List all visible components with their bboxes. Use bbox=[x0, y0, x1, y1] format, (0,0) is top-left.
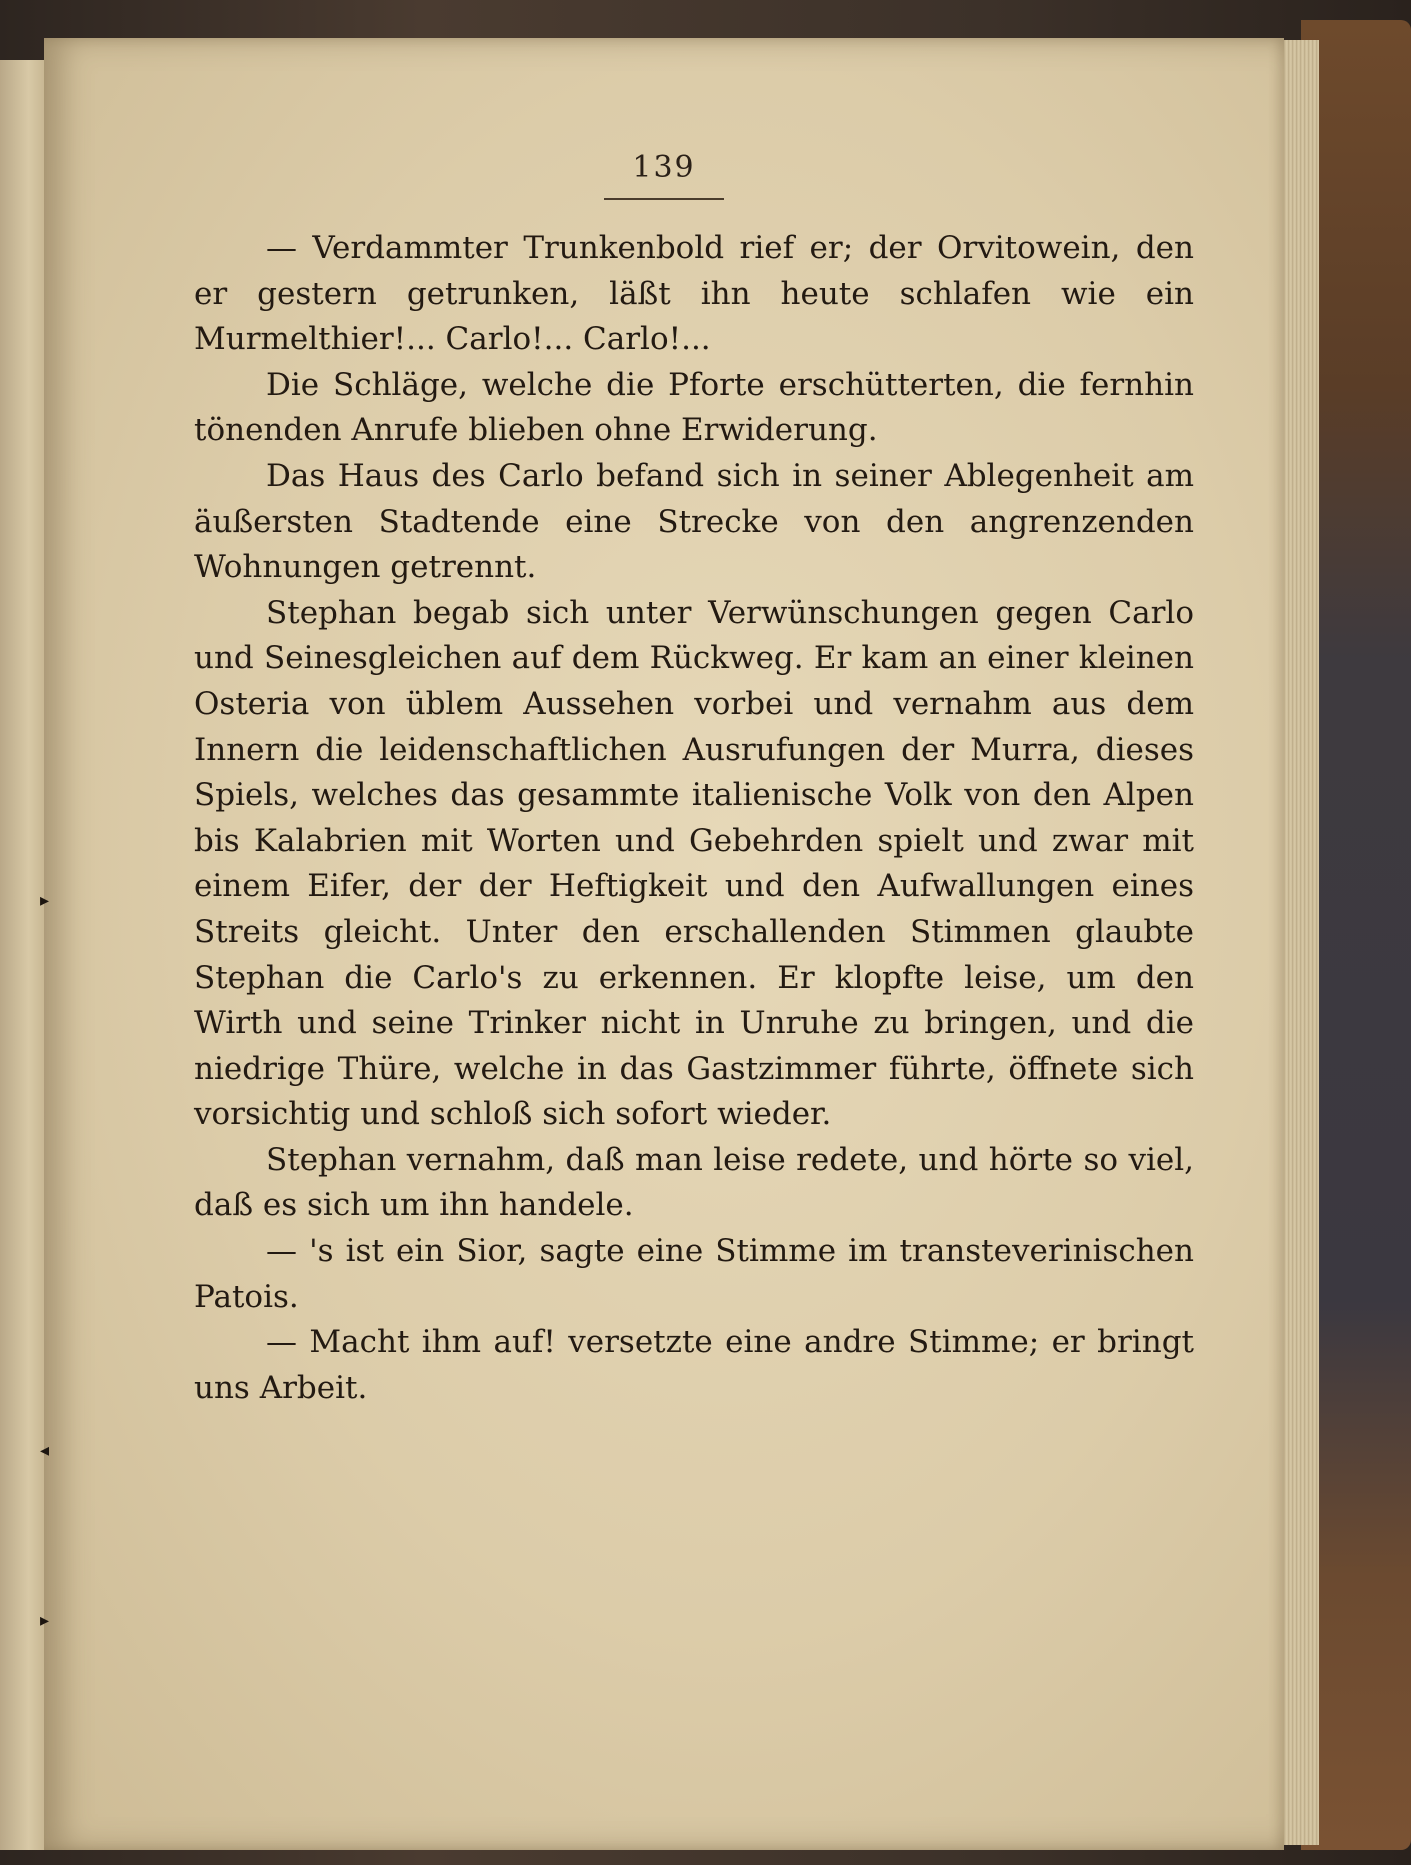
book-page bbox=[44, 38, 1284, 1850]
paragraph: — Verdammter Trunkenbold rief er; der Orvitowein, den er gestern getrunken, läßt ihn heute schlafen wie ein Murmelthier!... Carlo!... Carlo!... bbox=[194, 230, 1194, 358]
paragraph: Die Schläge, welche die Pforte erschütterten, die fernhin tönenden Anrufe blieben ohne Erwiderung. bbox=[194, 366, 1194, 449]
paragraph: — Macht ihm auf! versetzte eine andre Stimme; er bringt uns Arbeit. bbox=[194, 1324, 1194, 1406]
page-number-rule bbox=[604, 198, 724, 200]
page-number: 139 bbox=[632, 150, 696, 185]
paragraph: Stephan begab sich unter Verwünschungen gegen Carlo und Seinesgleichen auf dem Rückweg. Er kam an einer kleinen Osteria von üblem Aussehen vorbei und vernahm aus dem Innern die leidenschaftlichen Ausrufungen der Murra, dieses Spiels, welches das gesammte italienische Volk von den Alpen bis Kalabrien mit Worten und Gebehrden spielt und zwar mit einem Eifer, der der Heftigkeit und den Aufwallungen eines Streits gleicht. Unter den erschallenden Stimmen glaubte Stephan die Carlo's zu erkennen. Er klopfte leise, um den Wirth und seine Trinker nicht in Unruhe zu bringen, und die niedrige Thüre, welche in das Gastzimmer führte, öffnete sich vorsichtig und schloß sich sofort wieder. bbox=[194, 594, 1194, 1133]
page-text bbox=[194, 226, 1194, 1411]
paragraph: Das Haus des Carlo befand sich in seiner Ablegenheit am äußersten Stadtende eine Strecke von den angrenzenden Wohnungen getrennt. bbox=[194, 457, 1194, 586]
previous-page-edge bbox=[0, 60, 50, 1850]
margin-mark-icon: ◂ bbox=[40, 1440, 50, 1461]
paragraph: Stephan vernahm, daß man leise redete, und hörte so viel, daß es sich um ihn handele. bbox=[194, 1141, 1194, 1224]
paragraph: — 's ist ein Sior, sagte eine Stimme im transteverinischen Patois. bbox=[194, 1233, 1194, 1315]
margin-mark-icon: ▸ bbox=[40, 1610, 50, 1631]
margin-mark-icon: ▸ bbox=[40, 890, 50, 911]
